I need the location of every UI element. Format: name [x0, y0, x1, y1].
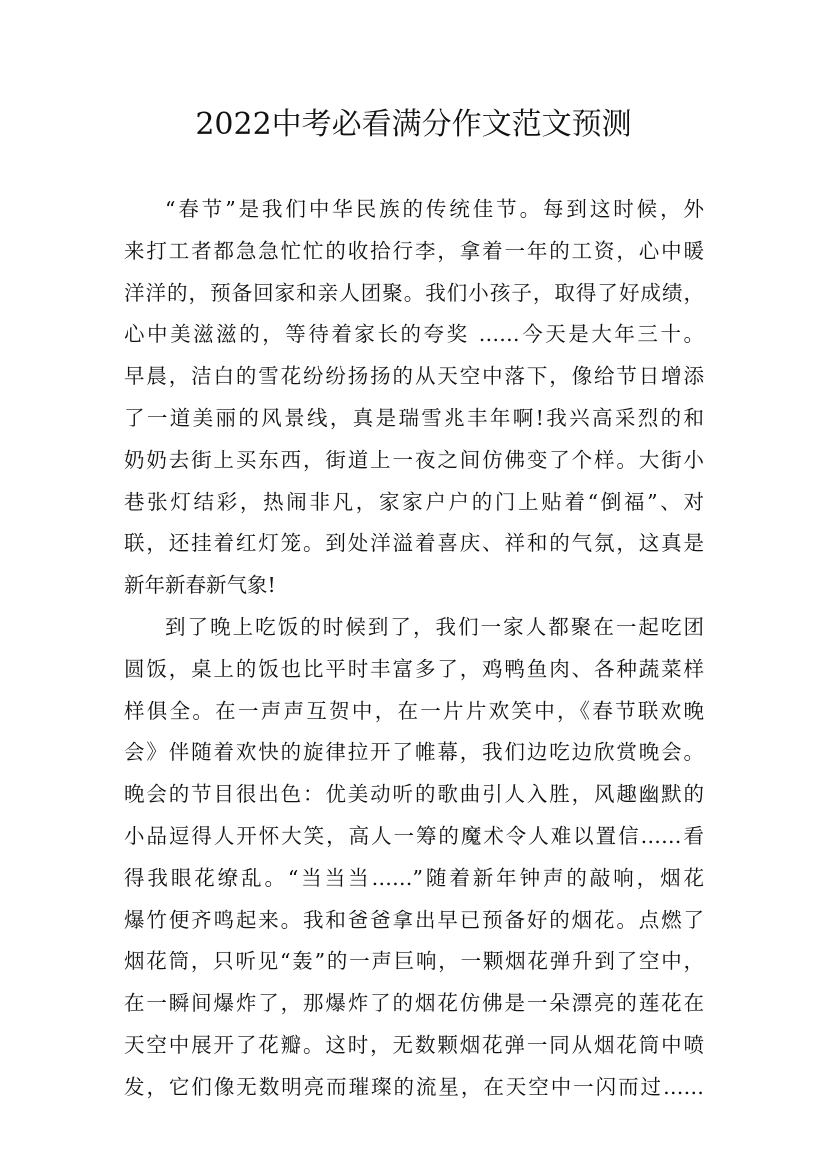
paragraph-line: 联，还挂着红灯笼。到处洋溢着喜庆、祥和的气氛，这真是 — [124, 531, 704, 556]
paragraph-line: 洋洋的，预备回家和亲人团聚。我们小孩子，取得了好成绩， — [124, 280, 704, 305]
paragraph-line: “春节”是我们中华民族的传统佳节。每到这时候，外 — [165, 197, 704, 221]
paragraph-line: 了一道美丽的风景线，真是瑞雪兆丰年啊!我兴高采烈的和 — [124, 405, 704, 430]
paragraph-line: 来打工者都急急忙忙的收拾行李，拿着一年的工资，心中暖 — [124, 238, 704, 263]
paragraph-line: 爆竹便齐鸣起来。我和爸爸拿出早已预备好的烟花。点燃了 — [124, 907, 704, 932]
paragraph-line: 天空中展开了花瓣。这时，无数颗烟花弹一同从烟花筒中喷 — [124, 1032, 704, 1057]
paragraph-line: 到了晚上吃饭的时候到了，我们一家人都聚在一起吃团 — [165, 614, 704, 639]
paragraph-line: 巷张灯结彩，热闹非凡，家家户户的门上贴着“倒福”、对 — [124, 489, 704, 514]
paragraph-line: 得我眼花缭乱。“当当当……”随着新年钟声的敲响，烟花 — [124, 865, 704, 890]
document-title: 2022中考必看满分作文范文预测 — [195, 107, 632, 142]
paragraph-line: 早晨，洁白的雪花纷纷扬扬的从天空中落下，像给节日增添 — [124, 364, 704, 389]
paragraph-line: 在一瞬间爆炸了，那爆炸了的烟花仿佛是一朵漂亮的莲花在 — [124, 991, 704, 1016]
essay-body — [124, 189, 704, 1109]
paragraph-line: 会》伴随着欢快的旋律拉开了帷幕，我们边吃边欣赏晚会。 — [124, 740, 704, 765]
paragraph-line: 奶奶去街上买东西，街道上一夜之间仿佛变了个样。大街小 — [124, 447, 704, 472]
paragraph-line: 圆饭，桌上的饭也比平时丰富多了，鸡鸭鱼肉、各种蔬菜样 — [124, 656, 704, 681]
paragraph-line: 新年新春新气象! — [124, 573, 276, 598]
paragraph-line: 心中美滋滋的，等待着家长的夸奖 ……今天是大年三十。 — [124, 322, 704, 347]
paragraph-line: 晚会的节目很出色：优美动听的歌曲引人入胜，风趣幽默的 — [124, 782, 704, 807]
paragraph-line: 烟花筒，只听见“轰”的一声巨响，一颗烟花弹升到了空中， — [124, 949, 704, 974]
paragraph-line: 小品逗得人开怀大笑，高人一筹的魔术令人难以置信……看 — [124, 823, 704, 848]
paragraph-line: 样俱全。在一声声互贺中，在一片片欢笑中，《春节联欢晚 — [124, 698, 704, 723]
paragraph-line: 发，它们像无数明亮而璀璨的流星，在天空中一闪而过…… — [124, 1074, 704, 1099]
